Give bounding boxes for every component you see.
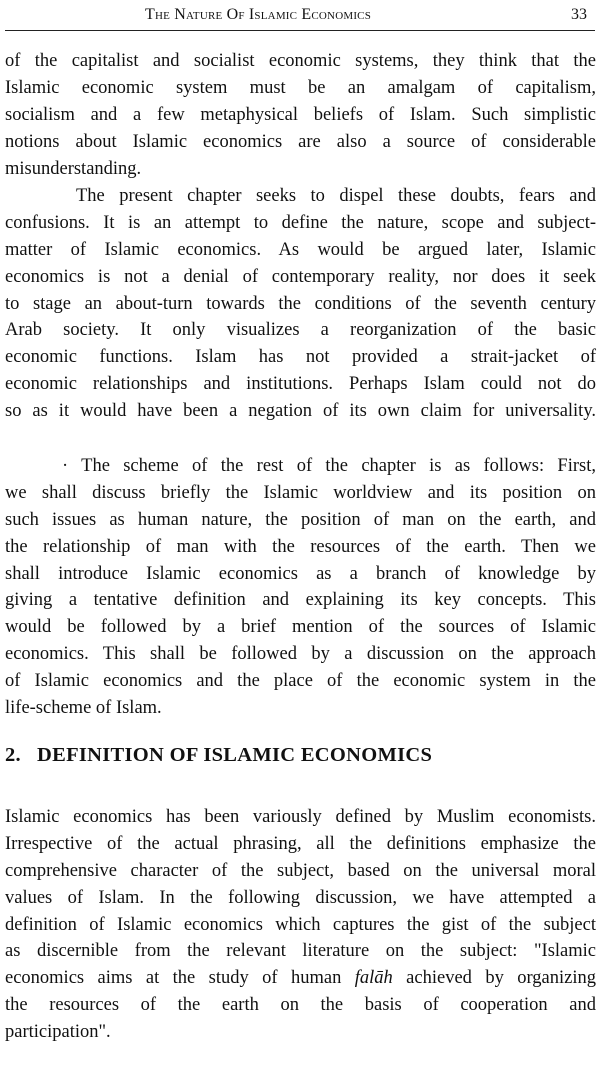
text-line: to stage an about-turn towards the conditions of the seventh century [5, 293, 596, 314]
text-line: the resources of the earth on the basis of cooperation and [5, 995, 596, 1016]
text-line: values of Islam. In the following discussion, we have attempted a [5, 887, 596, 908]
text-line: such issues as human nature, the position of man on the earth, and [5, 509, 596, 530]
running-header [5, 4, 595, 31]
italic-term-falah: falāh [354, 968, 393, 989]
text-line: shall introduce Islamic economics as a branch of knowledge by [5, 563, 596, 584]
text-line: economics. This shall be followed by a discussion on the approach [5, 644, 596, 665]
text-line: would be followed by a brief mention of the sources of Islamic [5, 617, 596, 638]
text-line: giving a tentative definition and explaining its key concepts. This [5, 590, 596, 611]
text-line: · The scheme of the rest of the chapter is as follows: First, [62, 456, 596, 476]
text-line: Arab society. It only visualizes a reorganization of the basic [5, 320, 596, 341]
text-segment: achieved by organizing [392, 968, 597, 989]
text-line: of Islamic economics and the place of the economic system in the [5, 671, 596, 692]
running-title: The Nature Of Islamic Economics [145, 6, 372, 23]
text-line: of the capitalist and socialist economic systems, they think that the [5, 51, 596, 71]
text-line: life-scheme of Islam. [5, 698, 162, 719]
text-line: matter of Islamic economics. As would be argued later, Islamic [5, 239, 596, 260]
text-line: Irrespective of the actual phrasing, all the definitions emphasize the [5, 833, 596, 854]
text-line: as discernible from the relevant literature on the subject: "Islamic [5, 941, 596, 962]
page-number: 33 [571, 6, 587, 23]
text-line: comprehensive character of the subject, based on the universal moral [5, 860, 596, 881]
text-line: definition of Islamic economics which captures the gist of the subject [5, 914, 596, 935]
paragraph-chapter-scheme [5, 453, 596, 722]
text-line: confusions. It is an attempt to define the nature, scope and subject- [5, 212, 596, 233]
text-line: Islamic economic system must be an amalgam of capitalism, [5, 77, 596, 98]
text-line: participation". [5, 1022, 111, 1043]
paragraph-continuation [5, 48, 596, 182]
text-line: we shall discuss briefly the Islamic worldview and its position on [5, 482, 596, 503]
text-line: Islamic economics has been variously defined by Muslim economists. [5, 807, 596, 827]
text-segment: economics aims at the study of human [5, 968, 355, 989]
section-title: DEFINITION OF ISLAMIC ECONOMICS [37, 744, 433, 766]
text-line: notions about Islamic economics are also a source of considerable [5, 131, 596, 152]
text-line: the relationship of man with the resources of the earth. Then we [5, 536, 596, 557]
text-line: The present chapter seeks to dispel these doubts, fears and [76, 186, 596, 206]
text-line: so as it would have been a negation of its own claim for universality. [5, 401, 596, 422]
section-number: 2. [5, 744, 21, 766]
text-line: misunderstanding. [5, 158, 142, 179]
text-line: economic relationships and institutions. Perhaps Islam could not do [5, 374, 596, 395]
text-line [5, 965, 596, 992]
paragraph-definition [5, 804, 596, 1046]
paragraph-chapter-purpose [5, 183, 596, 425]
section-heading [5, 744, 432, 767]
text-line: socialism and a few metaphysical beliefs of Islam. Such simplistic [5, 104, 596, 125]
text-line: economic functions. Islam has not provided a strait-jacket of [5, 347, 596, 368]
text-line: economics is not a denial of contemporary reality, nor does it seek [5, 266, 596, 287]
